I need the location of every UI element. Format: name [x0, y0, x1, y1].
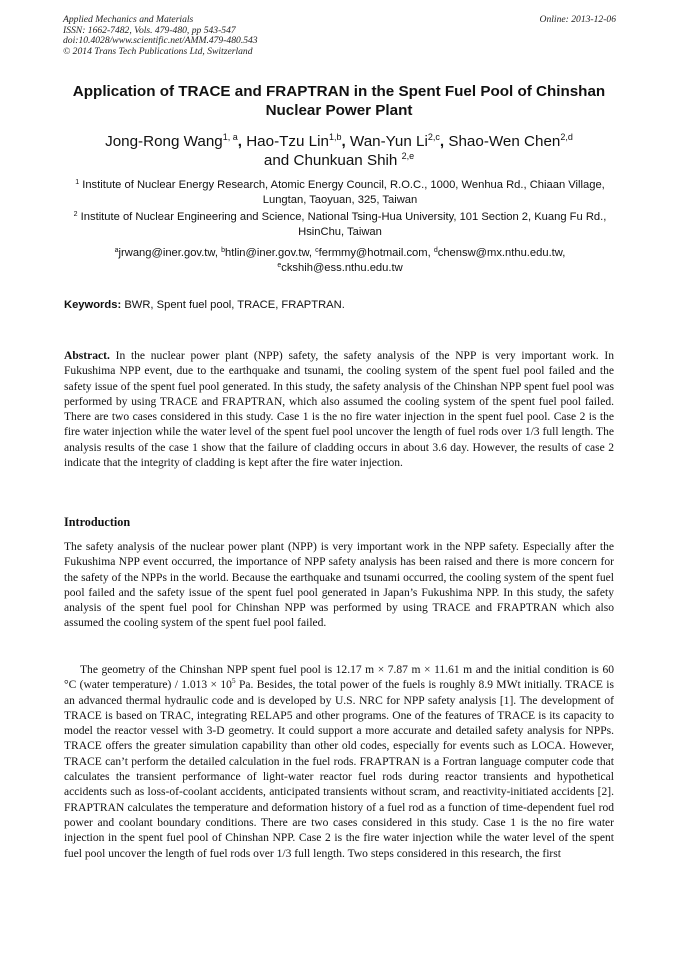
author-affil-mark: 1, a: [222, 132, 238, 142]
author-name: Wan-Yun Li: [349, 133, 428, 150]
author-emails: [64, 246, 616, 276]
affiliation-text: Institute of Nuclear Engineering and Science, National Tsing-Hua University, 101 Section 2, Kuang Fu Rd., HsinChu, Taiwan: [80, 211, 607, 239]
author-name: Hao-Tzu Lin: [246, 133, 329, 150]
email-mark: a: [114, 247, 119, 254]
keywords-text: BWR, Spent fuel pool, TRACE, FRAPTRAN.: [124, 299, 345, 311]
abstract: [64, 349, 614, 471]
author-conjunction: and: [263, 152, 290, 169]
abstract-label: Abstract.: [64, 350, 110, 362]
affiliation-text: Institute of Nuclear Energy Research, Atomic Energy Council, R.O.C., 1000, Wenhua Rd., Chiaan Village, Lungtan, Taoyuan, 325, Taiwan: [82, 179, 605, 207]
author-name: Jong-Rong Wang: [105, 133, 223, 150]
email-link[interactable]: chensw@mx.nthu.edu.tw,: [437, 247, 566, 259]
email-link[interactable]: fermmy@hotmail.com,: [318, 247, 431, 259]
doi-line: doi:10.4028/www.scientific.net/AMM.479-480.543: [63, 35, 258, 47]
abstract-text: In the nuclear power plant (NPP) safety, the safety analysis of the NPP is very important work. In Fukushima NPP event, due to the earthquake and tsunami, the cooling system of the spent fuel pool failed and the safety issue of the spent fuel pool generated. In this study, the safety analysis of the Chinshan NPP spent fuel pool was performed by using TRACE and FRAPTRAN, which also assumed the cooling system of the spent fuel pool failed. There are two cases considered in this study. Case 1 is the no fire water injection in the spent fuel pool. Case 2 is the fire water injection while the water level of the spent fuel pool uncover the length of fuel rods over 1/3 full length. The analysis results of the case 1 show that the failure of cladding occurs in about 3.6 day. However, the results of case 2 indicate that the integrity of cladding is kept after the fire water injection.: [64, 350, 614, 470]
author-affil-mark: 1,b: [328, 132, 342, 142]
author-affil-mark: 2,c: [427, 132, 440, 142]
paper-title: Application of TRACE and FRAPTRAN in the Spent Fuel Pool of Chinshan Nuclear Power Plant: [72, 83, 606, 119]
exponent: 5: [231, 676, 236, 686]
affiliation-2: [64, 210, 616, 240]
intro-paragraph-2: [64, 663, 614, 862]
journal-header: [63, 15, 258, 57]
email-link[interactable]: ckshih@ess.nthu.edu.tw: [281, 262, 403, 275]
author-list: Jong-Rong Wang$^{1, a}$, Hao-Tzu Lin$^{1,b}$, Wan-Yun Li$^{2,c}$, Shao-Wen Chen$^{2,d}$ and Chunkuan Shih $^{2,e}$: [105, 132, 573, 169]
email-mark: d: [433, 247, 438, 254]
issn-line: ISSN: 1662-7482, Vols. 479-480, pp 543-547: [63, 24, 236, 36]
journal-name: Applied Mechanics and Materials: [63, 14, 194, 25]
author-affil-mark: 2,e: [401, 151, 415, 161]
keywords: [64, 298, 616, 312]
keywords-label: Keywords:: [64, 299, 122, 311]
author-name: Chunkuan Shih: [293, 152, 398, 169]
email-mark: c: [315, 247, 319, 254]
author-name: Shao-Wen Chen: [448, 133, 561, 150]
affiliation-number: 1: [75, 179, 80, 186]
section-heading-introduction: Introduction: [64, 515, 131, 529]
online-date: Online: 2013-12-06: [539, 14, 616, 25]
affiliation-1: [64, 178, 616, 208]
copyright-line: © 2014 Trans Tech Publications Ltd, Switzerland: [63, 45, 253, 57]
intro-p2-text: The geometry of the Chinshan NPP spent fuel pool is 12.17 m × 7.87 m × 11.61 m and the initial condition is 60 °C (water temperature) / 1.013 × 10: [64, 664, 614, 692]
email-link[interactable]: htlin@iner.gov.tw,: [225, 247, 313, 259]
email-mark: e: [277, 262, 282, 270]
email-link[interactable]: jrwang@iner.gov.tw,: [118, 247, 218, 259]
intro-p2-text-cont: Pa. Besides, the total power of the fuels is roughly 8.9 MWt initially. TRACE is an advanced thermal hydraulic code and is developed by U.S. NRC for NPP safety analysis [1]. The development of TRACE is based on TRAC, integrating RELAP5 and other programs. One of the features of TRACE is its capacity to model the reactor vessel with 3-D geometry. It could support a more accurate and detailed safety analysis for NPPs. TRACE offers the greater simulation capability than other old codes, especially for events such as LOCA. However, TRACE can’t perform the detailed calculation in the fuel rods. FRAPTRAN is a Fortran language computer code that calculates the transient performance of light-water reactor fuel rods during reactor transients and hypothetical accidents such as loss-of-coolant accidents, anticipated transients without scram, and reactivity-initiated accidents [2]. FRAPTRAN calculates the temperature and deformation history of a fuel rod as a function of time-dependent fuel rod power and coolant boundary conditions. There are two cases considered in this study. Case 1 is the no fire water injection in the spent fuel pool of Chinshan NPP. Case 2 is the fire water injection while the water level of the spent fuel pool uncover the length of fuel rods over 1/3 full length. Two steps considered in this research, the first: [64, 679, 614, 860]
affiliation-number: 2: [73, 211, 78, 218]
intro-paragraph-1: The safety analysis of the nuclear power plant (NPP) is very important work in the NPP safety. Especially after the Fukushima NPP event occurred, the importance of NPP safety analysis has been raised and there is more concern for the safety of the NPPs in the world. Because the earthquake and tsunami occurred, the cooling system of the spent fuel pool failed and the safety issue of the spent fuel pool generated in Japan’s Fukushima NPP. In this study, the safety analysis of the spent fuel pool for Chinshan NPP was performed by using TRACE and FRAPTRAN which also assumed the cooling system of the spent fuel pool failed.: [64, 541, 614, 630]
author-affil-mark: 2,d: [560, 132, 573, 142]
email-mark: b: [221, 247, 225, 254]
